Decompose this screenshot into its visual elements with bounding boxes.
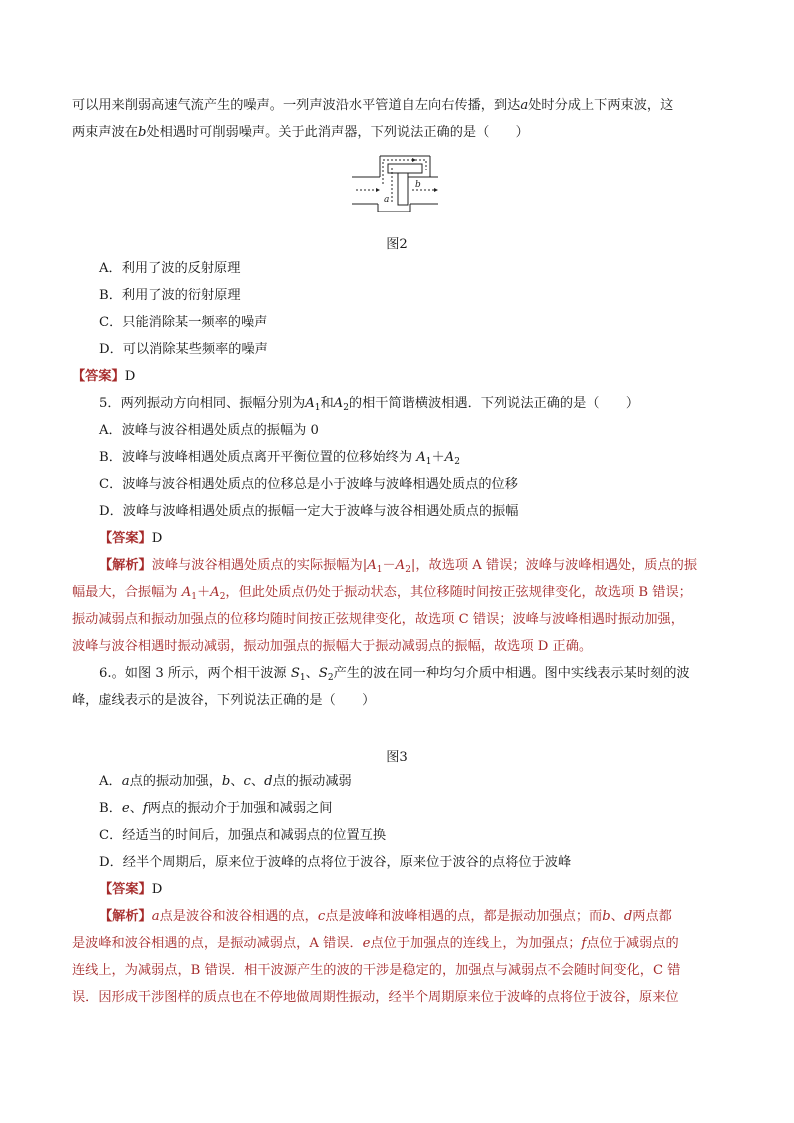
q5-analysis-line4: 波峰与波谷相遇时振动减弱，振动加强点的振幅大于振动减弱点的振幅，故选项 D 正确。 bbox=[72, 639, 593, 654]
q6-stem-line2: 峰，虚线表示的是波谷，下列说法正确的是（ ） bbox=[72, 693, 376, 708]
q4-answer: 【答案】D bbox=[72, 369, 136, 384]
figure3-caption: 图3 bbox=[386, 750, 408, 765]
q5-analysis-line1: 【解析】波峰与波谷相遇处质点的实际振幅为$|A_1-A_2|$，故选项 A 错误；波峰与波峰相遇处，质点的振 bbox=[99, 558, 698, 575]
q6-answer: 【答案】D bbox=[99, 882, 163, 897]
q4-option-b: B．利用了波的衍射原理 bbox=[99, 288, 241, 303]
q5-analysis-line3: 振动减弱点和振动加强点的位移均随时间按正弦规律变化，故选项 C 错误；波峰与波峰相遇时振动加强， bbox=[72, 612, 684, 627]
muffler-diagram bbox=[352, 150, 438, 212]
q5-option-a: A．波峰与波谷相遇处质点的振幅为 0 bbox=[99, 423, 319, 438]
q4-option-d: D．可以消除某些频率的噪声 bbox=[99, 342, 268, 357]
q5-option-d: D．波峰与波峰相遇处质点的振幅一定大于波峰与波谷相遇处质点的振幅 bbox=[99, 504, 519, 519]
label-a: a bbox=[384, 195, 390, 205]
q6-analysis-line2: 是波峰和波谷相遇的点，是振动减弱点，A 错误．e点位于加强点的连线上，为加强点；f点位于减弱点的 bbox=[72, 936, 679, 951]
q6-option-a: A．a点的振动加强，b、c、d点的振动减弱 bbox=[99, 774, 352, 789]
q5-answer: 【答案】D bbox=[99, 531, 163, 546]
label-b: b bbox=[415, 180, 421, 190]
q5-stem: 5．两列振动方向相同、振幅分别为$A_1$和$A_2$的相干简谐横波相遇．下列说法正确的是（ ） bbox=[99, 396, 640, 413]
q6-stem-line1: 6.。如图 3 所示，两个相干波源 $S_1$、$S_2$产生的波在同一种均匀介质中相遇。图中实线表示某时刻的波 bbox=[99, 666, 690, 683]
q6-option-d: D．经半个周期后，原来位于波峰的点将位于波谷，原来位于波谷的点将位于波峰 bbox=[99, 855, 572, 870]
q5-option-b: B．波峰与波峰相遇处质点离开平衡位置的位移始终为 $A_1+A_2$ bbox=[99, 450, 460, 467]
q6-option-c: C．经适当的时间后，加强点和减弱点的位置互换 bbox=[99, 828, 387, 843]
q6-option-b: B．e、f两点的振动介于加强和减弱之间 bbox=[99, 801, 333, 816]
q5-analysis-line2: 幅最大，合振幅为 $A_1+A_2$，但此处质点仍处于振动状态，其位移随时间按正弦规律变化，故选项 B 错误； bbox=[72, 585, 692, 602]
q4-option-a: A．利用了波的反射原理 bbox=[99, 261, 241, 276]
q5-option-c: C．波峰与波谷相遇处质点的位移总是小于波峰与波峰相遇处质点的位移 bbox=[99, 477, 518, 492]
figure2-caption: 图2 bbox=[386, 237, 408, 252]
q6-analysis-line3: 连线上，为减弱点，B 错误．相干波源产生的波的干涉是稳定的，加强点与减弱点不会随时间变化，C 错 bbox=[72, 963, 681, 978]
q4-stem-line2: 两束声波在b处相遇时可削弱噪声。关于此消声器，下列说法正确的是（ ） bbox=[72, 125, 529, 140]
q4-option-c: C．只能消除某一频率的噪声 bbox=[99, 315, 268, 330]
q6-analysis-line1: 【解析】a点是波谷和波谷相遇的点，c点是波峰和波峰相遇的点，都是振动加强点；而b、d两点都 bbox=[99, 909, 672, 924]
q6-analysis-line4: 误．因形成干涉图样的质点也在不停地做周期性振动，经半个周期原来位于波峰的点将位于波谷，原来位 bbox=[72, 990, 679, 1005]
q4-stem-line1: 可以用来削弱高速气流产生的噪声。一列声波沿水平管道自左向右传播，到达a处时分成上下两束波，这 bbox=[72, 98, 674, 113]
